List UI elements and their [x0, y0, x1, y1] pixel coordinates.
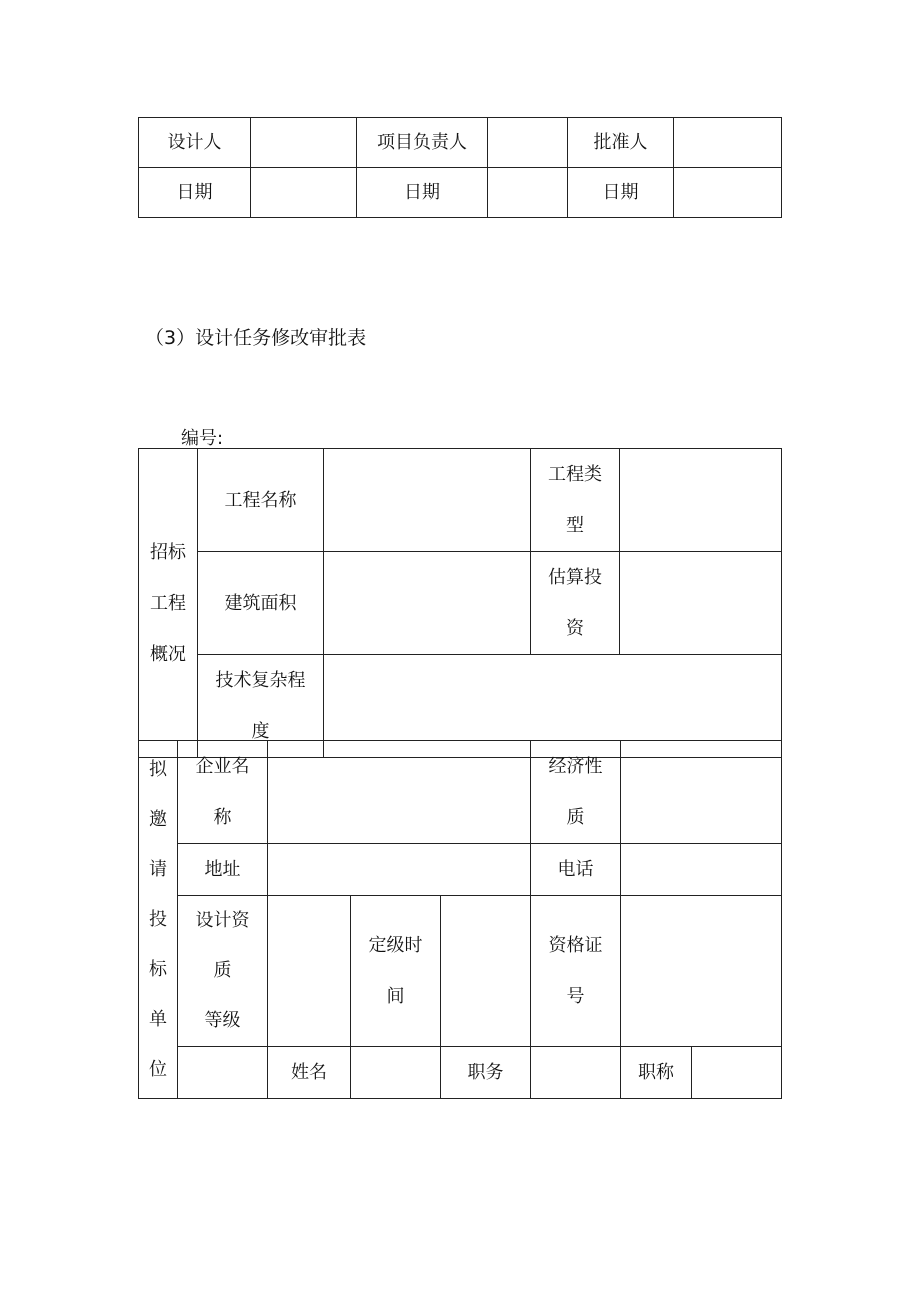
approver-label: 批准人 [568, 118, 674, 168]
phone-label: 电话 [531, 844, 621, 896]
title-label: 职称 [621, 1047, 692, 1099]
project-lead-date-label: 日期 [357, 168, 488, 218]
signoff-date-row [139, 168, 782, 218]
qualification-value[interactable] [268, 896, 351, 1047]
contact-blank-cell[interactable] [178, 1047, 268, 1099]
bidder-contact-row [139, 1047, 782, 1099]
address-value[interactable] [268, 844, 531, 896]
overview-row [139, 552, 782, 655]
phone-value[interactable] [621, 844, 782, 896]
overview-row [139, 449, 782, 552]
bidder-group-label: 拟 邀 请 投 标 单 位 [139, 741, 178, 1099]
project-type-label: 工程类 型 [531, 449, 620, 552]
name-value[interactable] [351, 1047, 441, 1099]
project-name-label: 工程名称 [198, 449, 324, 552]
company-name-label: 企业名 称 [178, 741, 268, 844]
approver-date-value[interactable] [674, 168, 782, 218]
project-lead-label: 项目负责人 [357, 118, 488, 168]
economic-nature-label: 经济性 质 [531, 741, 621, 844]
building-area-label: 建筑面积 [198, 552, 324, 655]
estimated-investment-value[interactable] [620, 552, 782, 655]
bidder-row [139, 844, 782, 896]
estimated-investment-label: 估算投 资 [531, 552, 620, 655]
signoff-table [138, 117, 782, 218]
approver-date-label: 日期 [568, 168, 674, 218]
designer-date-label: 日期 [139, 168, 251, 218]
designer-label: 设计人 [139, 118, 251, 168]
project-overview-table [138, 448, 782, 758]
position-label: 职务 [441, 1047, 531, 1099]
invited-bidder-table [138, 740, 782, 1099]
signoff-row [139, 118, 782, 168]
title-value[interactable] [692, 1047, 782, 1099]
rating-time-label: 定级时 间 [351, 896, 441, 1047]
bidder-row [139, 896, 782, 1047]
name-label: 姓名 [268, 1047, 351, 1099]
section-title: （3）设计任务修改审批表 [145, 327, 367, 349]
certificate-no-value[interactable] [621, 896, 782, 1047]
project-name-value[interactable] [324, 449, 531, 552]
address-label: 地址 [178, 844, 268, 896]
project-lead-date-value[interactable] [488, 168, 568, 218]
rating-time-value[interactable] [441, 896, 531, 1047]
position-value[interactable] [531, 1047, 621, 1099]
approver-value[interactable] [674, 118, 782, 168]
qualification-label: 设计资 质 等级 [178, 896, 268, 1047]
economic-nature-value[interactable] [621, 741, 782, 844]
designer-value[interactable] [251, 118, 357, 168]
serial-number-label: 编号: [181, 428, 224, 449]
bidder-row [139, 741, 782, 844]
project-lead-value[interactable] [488, 118, 568, 168]
overview-group-label: 招标 工程 概况 [139, 449, 198, 758]
project-type-value[interactable] [620, 449, 782, 552]
certificate-no-label: 资格证 号 [531, 896, 621, 1047]
designer-date-value[interactable] [251, 168, 357, 218]
company-name-value[interactable] [268, 741, 531, 844]
complexity-label: 技术复杂程 度 [198, 655, 324, 758]
building-area-value[interactable] [324, 552, 531, 655]
